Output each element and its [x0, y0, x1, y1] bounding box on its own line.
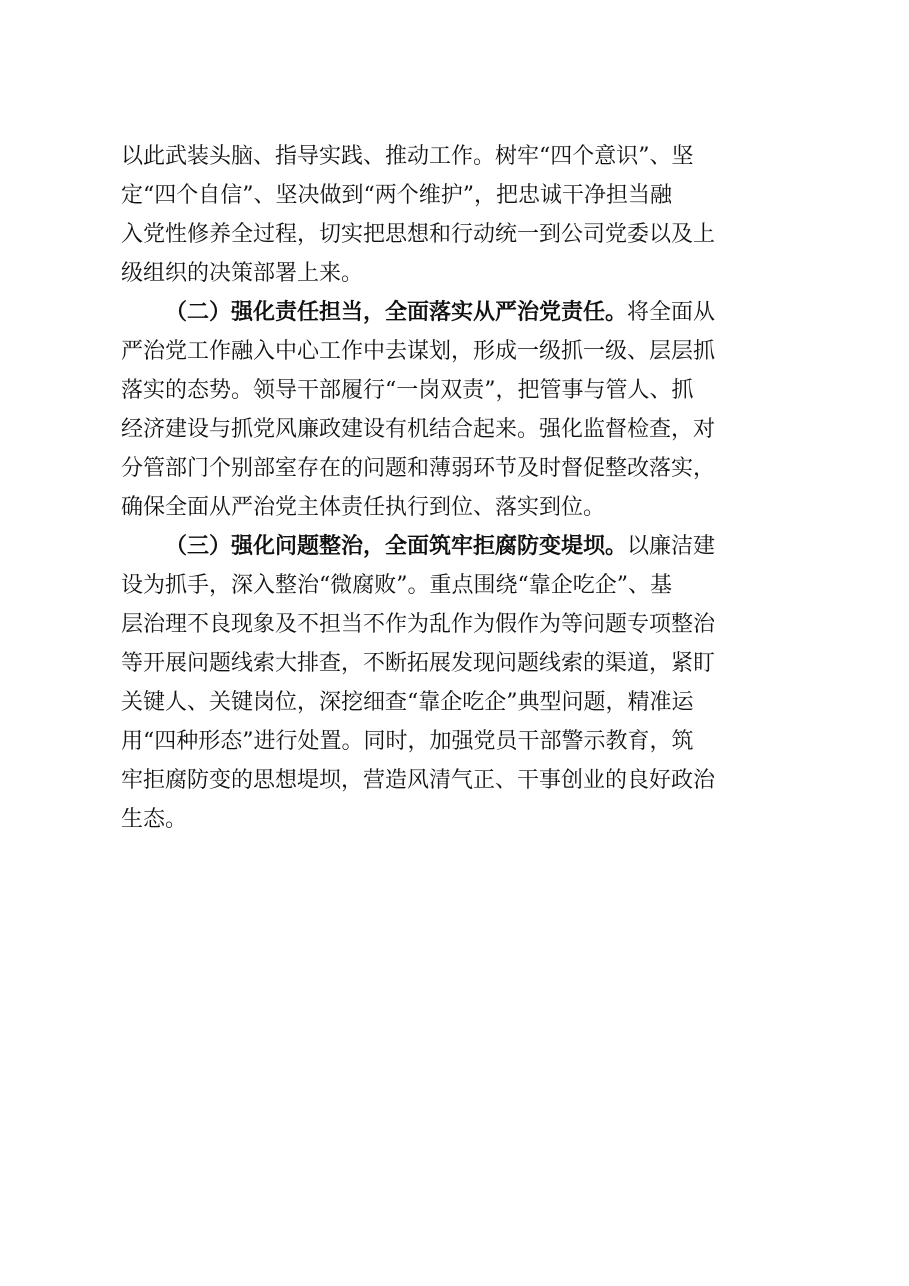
- paragraph-1-line-1: 以此武装头脑、指导实践、推动工作。树牢“四个意识”、坚: [121, 144, 694, 169]
- paragraph-3-line-3: 层治理不良现象及不担当不作为乱作为假作为等问题专项整治: [121, 612, 716, 637]
- paragraph-3-line-8: 生态。: [121, 807, 188, 832]
- paragraph-2-line-1: [165, 298, 715, 328]
- paragraph-2-line-3: 落实的态势。领导干部履行“一岗双责”，把管事与管人、抓: [121, 378, 694, 403]
- paragraph-1-line-2: 定“四个自信”、坚决做到“两个维护”，把忠诚干净担当融: [121, 183, 672, 208]
- paragraph-1-line-4: 级组织的决策部署上来。: [121, 261, 364, 286]
- paragraph-3-heading: （三）强化问题整治，全面筑牢拒腐防变堤坝。: [165, 534, 628, 559]
- paragraph-2-line-5: 分管部门个别部室存在的问题和薄弱环节及时督促整改落实，: [121, 456, 716, 481]
- paragraph-3-first-line-rest: 以廉洁建: [627, 534, 716, 559]
- paragraph-2-line-2: 严治党工作融入中心工作中去谋划，形成一级抓一级、层层抓: [121, 339, 716, 364]
- paragraph-2-heading: （二）强化责任担当，全面落实从严治党责任。: [165, 300, 628, 325]
- paragraph-3-line-4: 等开展问题线索大排查，不断拓展发现问题线索的渠道，紧盯: [121, 651, 716, 676]
- paragraph-3-line-7: 牢拒腐防变的思想堤坝，营造风清气正、干事创业的良好政治: [121, 768, 716, 793]
- paragraph-2-line-4: 经济建设与抓党风廉政建设有机结合起来。强化监督检查，对: [121, 417, 716, 442]
- paragraph-3-line-5: 关键人、关键岗位，深挖细查“靠企吃企”典型问题，精准运: [121, 690, 694, 715]
- paragraph-2-first-line-rest: 将全面从: [627, 300, 716, 325]
- paragraph-3-line-6: 用“四种形态”进行处置。同时，加强党员干部警示教育，筑: [121, 729, 694, 754]
- paragraph-2-line-6: 确保全面从严治党主体责任执行到位、落实到位。: [121, 495, 606, 520]
- paragraph-3-line-2: 设为抓手，深入整治“微腐败”。重点围绕“靠企吃企”、基: [121, 573, 672, 598]
- paragraph-1-line-3: 入党性修养全过程，切实把思想和行动统一到公司党委以及上: [121, 222, 716, 247]
- paragraph-3-line-1: [165, 532, 715, 562]
